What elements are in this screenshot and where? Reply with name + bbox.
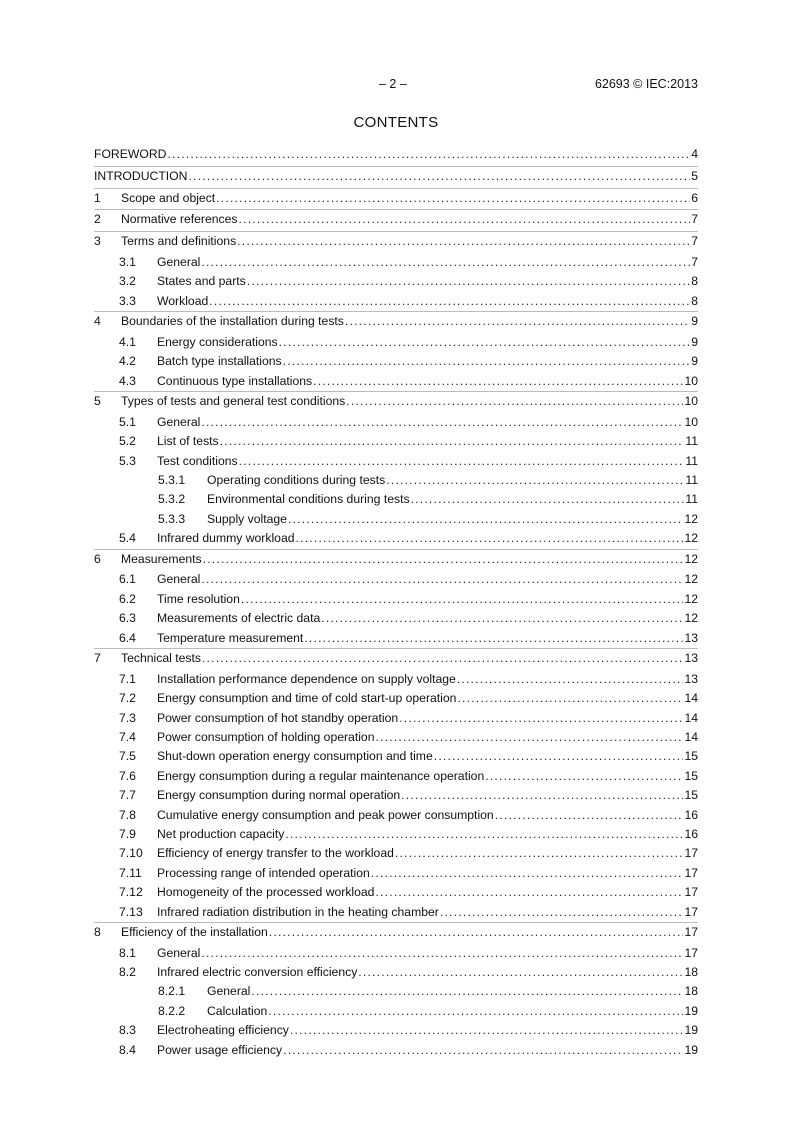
toc-entry-page: 11 bbox=[685, 492, 698, 507]
toc-entry[interactable] bbox=[94, 292, 698, 311]
toc-entry[interactable] bbox=[94, 825, 698, 844]
toc-entry-page: 19 bbox=[684, 1003, 698, 1018]
toc-entry-page: 18 bbox=[684, 984, 698, 999]
toc-entry[interactable] bbox=[94, 209, 698, 231]
toc-entry-title: Cumulative energy consumption and peak power consumption bbox=[157, 807, 494, 822]
toc-entry-page: 12 bbox=[684, 531, 698, 546]
toc-entry-title: Power consumption of hot standby operation bbox=[157, 710, 399, 725]
toc-entry-title: Electroheating efficiency bbox=[157, 1023, 289, 1038]
dot-leader bbox=[283, 1041, 683, 1060]
toc-entry-number: 5.3 bbox=[119, 453, 136, 468]
toc-entry-page: 11 bbox=[685, 453, 698, 468]
toc-entry-title: Energy consumption and time of cold start-up operation bbox=[157, 691, 457, 706]
toc-entry[interactable] bbox=[94, 144, 698, 166]
toc-entry-title: General bbox=[157, 254, 201, 269]
toc-entry-title: Energy considerations bbox=[157, 334, 278, 349]
toc-entry-page: 11 bbox=[685, 473, 698, 488]
toc-entry-number: 8.4 bbox=[119, 1042, 136, 1057]
toc-entry[interactable] bbox=[94, 471, 698, 490]
toc-entry-number: 6.2 bbox=[119, 591, 136, 606]
toc-entry-page: 16 bbox=[684, 807, 698, 822]
toc-entry-page: 9 bbox=[691, 354, 698, 369]
dot-leader bbox=[399, 709, 683, 728]
dot-leader bbox=[201, 253, 690, 272]
toc-entry-page: 14 bbox=[684, 729, 698, 744]
toc-entry-page: 7 bbox=[691, 234, 698, 249]
toc-entry[interactable] bbox=[94, 648, 698, 670]
toc-entry-number: 8.2 bbox=[119, 965, 136, 980]
toc-entry[interactable] bbox=[94, 689, 698, 708]
dot-leader bbox=[321, 609, 683, 628]
toc-entry-page: 16 bbox=[684, 826, 698, 841]
toc-entry-page: 6 bbox=[691, 190, 698, 205]
dot-leader bbox=[241, 590, 684, 609]
toc-entry-page: 12 bbox=[684, 572, 698, 587]
toc-entry-title: Boundaries of the installation during tests bbox=[121, 314, 344, 329]
toc-entry-number: 4.3 bbox=[119, 373, 136, 388]
toc-entry-number: 3 bbox=[94, 234, 101, 249]
toc-entry-number: 6.1 bbox=[119, 572, 136, 587]
toc-entry-page: 17 bbox=[684, 865, 698, 880]
toc-entry[interactable] bbox=[94, 806, 698, 825]
toc-entry-number: 7.13 bbox=[119, 904, 143, 919]
toc-entry-number: 5.2 bbox=[119, 434, 136, 449]
toc-entry[interactable] bbox=[94, 1021, 698, 1040]
dot-leader bbox=[288, 510, 683, 529]
toc-entry-title: Technical tests bbox=[121, 651, 201, 666]
dot-leader bbox=[220, 432, 685, 451]
toc-entry-title: Efficiency of energy transfer to the workload bbox=[157, 846, 394, 861]
toc-entry-page: 9 bbox=[691, 334, 698, 349]
toc-entry-number: 5.3.3 bbox=[158, 511, 186, 526]
toc-entry[interactable] bbox=[94, 432, 698, 451]
table-of-contents bbox=[94, 144, 698, 1060]
dot-leader bbox=[239, 452, 685, 471]
toc-entry-page: 7 bbox=[691, 254, 698, 269]
toc-entry[interactable] bbox=[94, 413, 698, 432]
toc-entry-title: General bbox=[207, 984, 251, 999]
toc-entry[interactable] bbox=[94, 747, 698, 766]
toc-entry-number: 1 bbox=[94, 190, 101, 205]
toc-entry-title: Net production capacity bbox=[157, 826, 285, 841]
toc-entry-page: 14 bbox=[684, 691, 698, 706]
toc-entry-number: 7.5 bbox=[119, 749, 136, 764]
toc-entry-page: 17 bbox=[684, 885, 698, 900]
toc-entry[interactable] bbox=[94, 903, 698, 922]
dot-leader bbox=[251, 982, 683, 1001]
toc-entry-number: 7.12 bbox=[119, 885, 143, 900]
page-title: CONTENTS bbox=[353, 114, 439, 131]
toc-entry-number: 7 bbox=[94, 651, 101, 666]
toc-entry-title: INTRODUCTION bbox=[94, 168, 188, 183]
dot-leader bbox=[434, 747, 684, 766]
toc-entry[interactable] bbox=[94, 570, 698, 589]
toc-entry[interactable] bbox=[94, 670, 698, 689]
toc-entry-title: Shut-down operation energy consumption and time bbox=[157, 749, 433, 764]
toc-entry-page: 10 bbox=[684, 373, 698, 388]
toc-entry-number: 6 bbox=[94, 551, 101, 566]
toc-entry-title: FOREWORD bbox=[94, 147, 167, 161]
toc-entry-title: General bbox=[157, 572, 201, 587]
toc-entry-page: 15 bbox=[684, 788, 698, 803]
toc-entry-number: 7.7 bbox=[119, 788, 136, 803]
toc-entry-title: Homogeneity of the processed workload bbox=[157, 885, 375, 900]
toc-entry-title: General bbox=[157, 414, 201, 429]
toc-entry-page: 12 bbox=[684, 591, 698, 606]
toc-entry-number: 4 bbox=[94, 314, 101, 329]
toc-entry-number: 8 bbox=[94, 924, 101, 939]
toc-entry-title: Normative references bbox=[121, 212, 238, 227]
toc-entry-number: 7.4 bbox=[119, 729, 136, 744]
toc-entry-page: 13 bbox=[684, 630, 698, 645]
toc-entry-title: Efficiency of the installation bbox=[121, 924, 268, 939]
toc-entry-number: 4.2 bbox=[119, 354, 136, 369]
toc-entry-page: 19 bbox=[684, 1042, 698, 1057]
toc-entry[interactable] bbox=[94, 452, 698, 471]
toc-entry[interactable] bbox=[94, 1002, 698, 1021]
dot-leader bbox=[411, 490, 685, 509]
toc-entry-page: 8 bbox=[691, 274, 698, 289]
dot-leader bbox=[313, 372, 683, 391]
dot-leader bbox=[457, 689, 683, 708]
toc-entry-number: 8.3 bbox=[119, 1023, 136, 1038]
toc-entry-number: 3.3 bbox=[119, 293, 136, 308]
toc-entry[interactable] bbox=[94, 311, 698, 333]
toc-entry[interactable] bbox=[94, 188, 698, 210]
toc-entry[interactable] bbox=[94, 922, 698, 944]
toc-entry[interactable] bbox=[94, 549, 698, 571]
toc-entry-page: 7 bbox=[691, 212, 698, 227]
toc-entry-number: 5.3.2 bbox=[158, 492, 186, 507]
toc-entry-number: 7.11 bbox=[119, 865, 142, 880]
toc-entry-page: 12 bbox=[684, 551, 698, 566]
toc-entry-title: Power usage efficiency bbox=[157, 1042, 283, 1057]
toc-entry-page: 11 bbox=[685, 434, 698, 449]
dot-leader bbox=[201, 944, 683, 963]
toc-entry-title: Environmental conditions during tests bbox=[207, 492, 410, 507]
toc-entry[interactable] bbox=[94, 391, 698, 413]
toc-entry-page: 9 bbox=[691, 314, 698, 329]
toc-entry-title: Measurements bbox=[121, 551, 202, 566]
toc-entry-title: Scope and object bbox=[121, 190, 216, 205]
toc-entry[interactable] bbox=[94, 728, 698, 747]
toc-entry-title: Operating conditions during tests bbox=[207, 473, 386, 488]
toc-entry[interactable] bbox=[94, 1041, 698, 1060]
dot-leader bbox=[290, 1021, 684, 1040]
toc-entry-number: 7.10 bbox=[119, 846, 143, 861]
dot-leader bbox=[395, 844, 684, 863]
toc-entry-title: Installation performance dependence on supply voltage bbox=[157, 671, 456, 686]
dot-leader bbox=[304, 629, 683, 648]
dot-leader bbox=[440, 903, 684, 922]
toc-entry-page: 14 bbox=[684, 710, 698, 725]
toc-entry-title: Processing range of intended operation bbox=[157, 865, 370, 880]
toc-entry-page: 17 bbox=[684, 945, 698, 960]
toc-entry-page: 12 bbox=[684, 611, 698, 626]
dot-leader bbox=[201, 413, 683, 432]
toc-entry-number: 6.3 bbox=[119, 611, 136, 626]
dot-leader bbox=[345, 311, 690, 333]
toc-entry-page: 17 bbox=[684, 846, 698, 861]
dot-leader bbox=[209, 292, 690, 311]
dot-leader bbox=[216, 188, 690, 210]
dot-leader bbox=[202, 648, 684, 670]
toc-entry-page: 13 bbox=[684, 651, 698, 666]
toc-entry-number: 2 bbox=[94, 212, 101, 227]
toc-entry-number: 7.6 bbox=[119, 768, 136, 783]
toc-entry-title: Measurements of electric data bbox=[157, 611, 321, 626]
dot-leader bbox=[239, 209, 691, 231]
toc-entry-number: 6.4 bbox=[119, 630, 136, 645]
toc-entry[interactable] bbox=[94, 529, 698, 548]
toc-entry-page: 10 bbox=[684, 394, 698, 409]
dot-leader bbox=[247, 272, 690, 291]
toc-entry-title: Time resolution bbox=[157, 591, 240, 606]
toc-entry-title: List of tests bbox=[157, 434, 219, 449]
toc-entry[interactable] bbox=[94, 786, 698, 805]
dot-leader bbox=[358, 963, 683, 982]
toc-entry[interactable] bbox=[94, 372, 698, 391]
toc-entry-page: 17 bbox=[684, 924, 698, 939]
toc-entry-title: Infrared dummy workload bbox=[157, 531, 295, 546]
toc-entry[interactable] bbox=[94, 590, 698, 609]
page-number: – 2 – bbox=[379, 77, 407, 91]
toc-entry-number: 7.1 bbox=[119, 671, 136, 686]
toc-entry-page: 17 bbox=[684, 904, 698, 919]
dot-leader bbox=[279, 333, 691, 352]
toc-entry-title: Batch type installations bbox=[157, 354, 282, 369]
dot-leader bbox=[485, 767, 683, 786]
dot-leader bbox=[401, 786, 683, 805]
toc-entry[interactable] bbox=[94, 944, 698, 963]
toc-entry[interactable] bbox=[94, 272, 698, 291]
toc-entry-page: 4 bbox=[691, 147, 698, 161]
toc-entry[interactable] bbox=[94, 629, 698, 648]
dot-leader bbox=[375, 728, 683, 747]
toc-entry-number: 8.2.2 bbox=[158, 1003, 186, 1018]
toc-entry-number: 3.1 bbox=[119, 254, 136, 269]
dot-leader bbox=[495, 806, 684, 825]
dot-leader bbox=[188, 166, 690, 188]
dot-leader bbox=[203, 549, 684, 571]
dot-leader bbox=[268, 1002, 683, 1021]
toc-entry-title: Supply voltage bbox=[207, 511, 287, 526]
toc-entry-title: General bbox=[157, 945, 201, 960]
toc-entry-page: 10 bbox=[684, 414, 698, 429]
dot-leader bbox=[371, 864, 684, 883]
toc-entry[interactable] bbox=[94, 333, 698, 352]
toc-entry-page: 15 bbox=[684, 768, 698, 783]
toc-entry[interactable] bbox=[94, 352, 698, 371]
dot-leader bbox=[457, 670, 684, 689]
dot-leader bbox=[167, 144, 690, 166]
toc-entry[interactable] bbox=[94, 609, 698, 628]
toc-entry-title: Energy consumption during normal operation bbox=[157, 788, 401, 803]
toc-entry-number: 5.1 bbox=[119, 414, 136, 429]
toc-entry[interactable] bbox=[94, 883, 698, 902]
toc-entry-page: 19 bbox=[684, 1023, 698, 1038]
toc-entry-page: 18 bbox=[684, 965, 698, 980]
toc-entry-title: Workload bbox=[157, 293, 209, 308]
toc-entry-title: Terms and definitions bbox=[121, 234, 237, 249]
toc-entry[interactable] bbox=[94, 490, 698, 509]
toc-entry-number: 3.2 bbox=[119, 274, 136, 289]
dot-leader bbox=[201, 570, 683, 589]
document-id: 62693 © IEC:2013 bbox=[594, 77, 698, 91]
toc-entry-title: Test conditions bbox=[157, 453, 238, 468]
toc-entry-number: 5.4 bbox=[119, 531, 136, 546]
toc-entry-page: 5 bbox=[691, 168, 698, 183]
toc-entry-page: 12 bbox=[684, 511, 698, 526]
toc-entry[interactable] bbox=[94, 709, 698, 728]
page-header bbox=[94, 77, 698, 93]
toc-entry-number: 7.8 bbox=[119, 807, 136, 822]
dot-leader bbox=[375, 883, 683, 902]
toc-entry-number: 8.2.1 bbox=[158, 984, 186, 999]
toc-entry-title: Infrared electric conversion efficiency bbox=[157, 965, 358, 980]
toc-entry-number: 7.3 bbox=[119, 710, 136, 725]
toc-entry-page: 13 bbox=[684, 671, 698, 686]
dot-leader bbox=[269, 922, 684, 944]
toc-entry-page: 8 bbox=[691, 293, 698, 308]
toc-entry-page: 15 bbox=[684, 749, 698, 764]
toc-entry-number: 8.1 bbox=[119, 945, 136, 960]
dot-leader bbox=[285, 825, 683, 844]
toc-entry-number: 7.9 bbox=[119, 826, 136, 841]
toc-entry[interactable] bbox=[94, 510, 698, 529]
toc-entry-title: Calculation bbox=[207, 1003, 268, 1018]
dot-leader bbox=[283, 352, 691, 371]
toc-entry-title: Types of tests and general test conditions bbox=[121, 394, 346, 409]
toc-entry[interactable] bbox=[94, 963, 698, 982]
toc-entry[interactable] bbox=[94, 982, 698, 1001]
dot-leader bbox=[296, 529, 684, 548]
toc-entry[interactable] bbox=[94, 864, 698, 883]
toc-entry-number: 5 bbox=[94, 394, 101, 409]
toc-entry[interactable] bbox=[94, 253, 698, 272]
toc-entry[interactable] bbox=[94, 844, 698, 863]
toc-entry-number: 5.3.1 bbox=[158, 473, 186, 488]
toc-entry[interactable] bbox=[94, 767, 698, 786]
toc-entry-title: Continuous type installations bbox=[157, 373, 313, 388]
dot-leader bbox=[346, 391, 683, 413]
toc-entry[interactable] bbox=[94, 166, 698, 188]
toc-entry[interactable] bbox=[94, 231, 698, 253]
dot-leader bbox=[237, 231, 690, 253]
dot-leader bbox=[386, 471, 684, 490]
toc-entry-title: Temperature measurement bbox=[157, 630, 304, 645]
toc-entry-title: Power consumption of holding operation bbox=[157, 729, 375, 744]
toc-entry-number: 4.1 bbox=[119, 334, 136, 349]
toc-entry-number: 7.2 bbox=[119, 691, 136, 706]
toc-entry-title: Energy consumption during a regular maintenance operation bbox=[157, 768, 485, 783]
toc-entry-title: Infrared radiation distribution in the heating chamber bbox=[157, 904, 439, 919]
toc-entry-title: States and parts bbox=[157, 274, 246, 289]
